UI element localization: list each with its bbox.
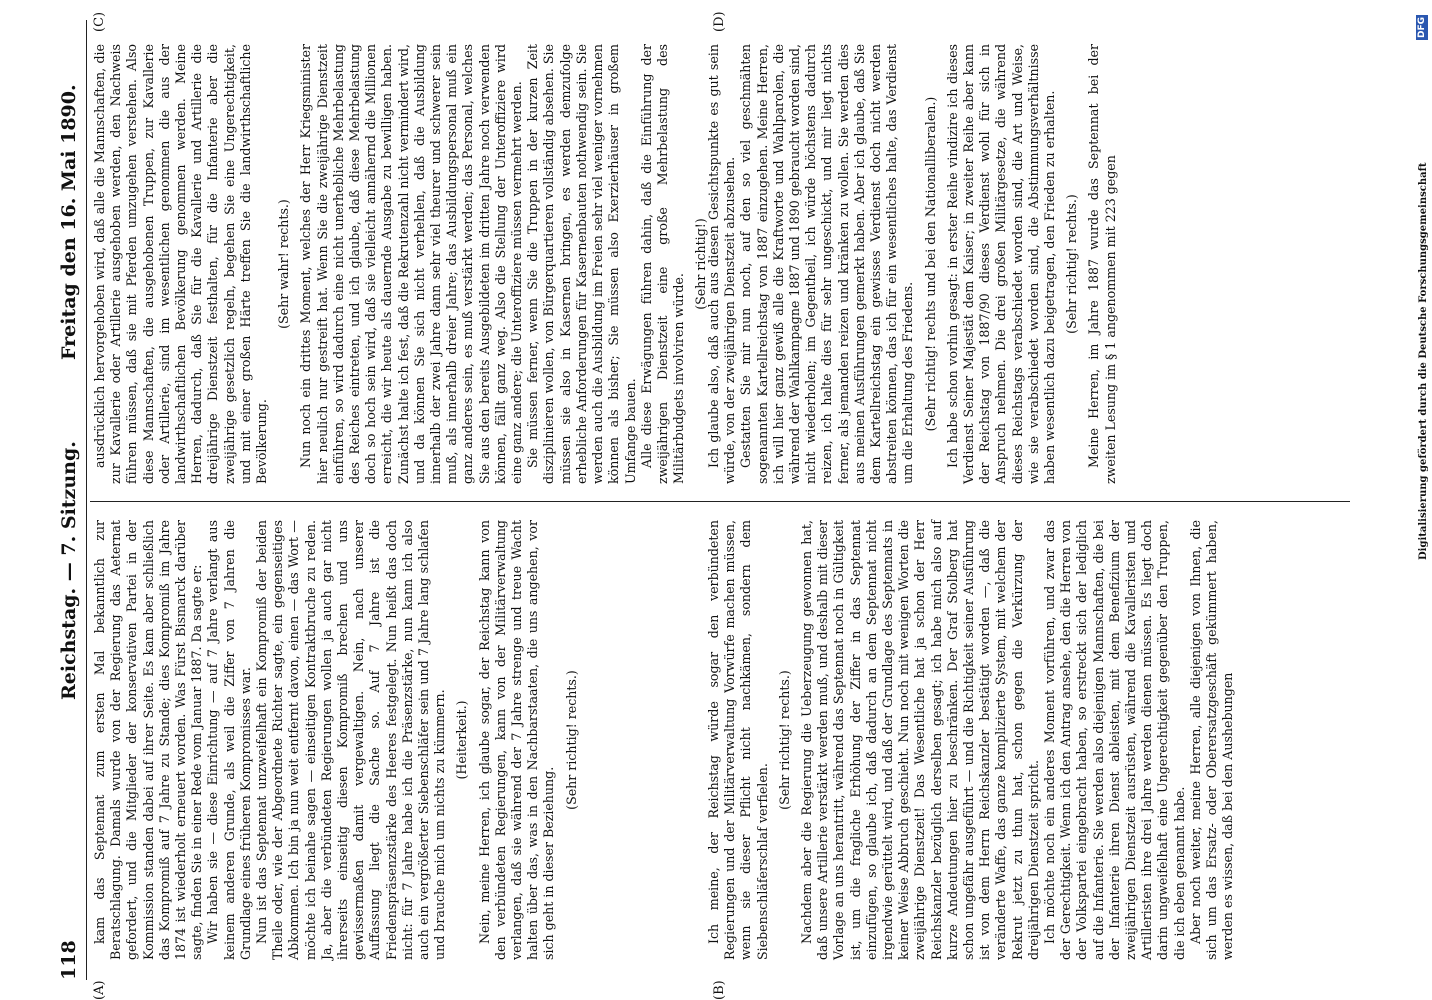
margin-mark-b: (B)	[712, 980, 727, 1000]
paragraph: Ich meine, der Reichstag würde sogar den verbündeten Regierungen und der Militärverwaltung Vorwürfe machen müssen, wenn sie dieser Pflicht nicht nachkämen, sondern dem Siebenschläferschlaf verfielen.	[706, 520, 770, 960]
paragraph: Gestatten Sie mir nun noch, auf den so viel geschmähten sogenannten Kartellreichstag von 1887 einzugehen. Meine Herren, ich will hier ganz gewiß alle die Kraftworte und Wahlparolen, die während der Wahlkampagne 1887 und 1890 gebraucht worden sind, nicht wiederholen; im Gegentheil, ich würde höchstens dadurch reizen, ich halte dies für sehr ungeschickt, und mir liegt nichts ferner, als jemanden reizen und kränken zu wollen. Sie werden dies aus meinen Ausführungen gemerkt haben. Aber ich glaube, daß Sie dem Kartellreichstag ein gewisses Verdienst doch nicht werden abstreiten können, das ich für ein wesentliches halte, das Verdienst um die Erhaltung des Friedens.	[738, 44, 916, 484]
column-divider	[90, 501, 1350, 502]
paragraph: Aber noch weiter, meine Herren, alle diejenigen von Ihnen, die sich um das Ersatz- oder Oberersatzgeschäft gekümmert haben, werden es wissen, daß bei den Aushebungen	[1187, 520, 1236, 960]
interjection: (Sehr richtig! rechts.)	[563, 670, 579, 810]
left-column-top	[92, 520, 702, 960]
paragraph: kam das Septennat zum ersten Mal bekanntlich zur Beratschlagung. Damals wurde von der Regierung das Aeternat gefordert, und die Mitglieder der konservativen Partei in der Kommission standen dabei auf ihrer Seite. Es kam aber schließlich das Kompromiß auf 7 Jahre zu Stande; dies Kompromiß im Jahre 1874 ist wiederholt erneuert worden. Was Fürst Bismarck darüber sagte, finden Sie in einer Rede vom Januar 1887. Da sagte er:	[92, 520, 205, 960]
date-heading: Freitag den 16. Mai 1890.	[58, 84, 80, 360]
paragraph: Meine Herren, im Jahre 1887 wurde das Septennat bei der zweiten Lesung im § 1 angenommen mit 223 gegen	[1086, 44, 1118, 484]
margin-mark-c: (C)	[92, 11, 107, 32]
margin-mark-a: (A)	[92, 980, 107, 1000]
margin-mark-d: (D)	[712, 11, 727, 32]
page-number: 118	[58, 940, 80, 980]
right-column-bottom	[706, 44, 1346, 484]
quote: Wir haben sie — diese Einrichtung — auf 7 Jahre verlangt aus keinem anderen Grunde, als weil die Ziffer von 7 Jahren die Grundlage eines früheren Kompromisses war.	[205, 520, 253, 960]
dfg-logo: DFG	[1417, 16, 1427, 38]
paragraph: Nun ist das Septennat unzweifelhaft ein Kompromiß der beiden Theile oder, wie der Abgeordnete Richter sagte, ein gegenseitiges Abkommen. Ich bin ja nun weit entfernt davon, einen — das Wort — möchte ich beinahe sagen — einseitigen Kontraktbruche zu reden. Ja, aber die verbündeten Regierungen wollen ja auch gar nicht ihrerseits einseitig diesen Kompromiß brechen und uns gewissermaßen damit vergewaltigen. Nein, nach unserer Auffassung liegt die Sache so. Auf 7 Jahre ist die Friedenspräsenzstärke des Heeres festgelegt. Nun heißt das doch nicht: für 7 Jahre habe ich die Präsenzstärke, nun kann ich also auch ein vergrößerter Siebenschläfer sein und 7 Jahre lang schlafen und brauche mich um nichts zu kümmern.	[254, 520, 448, 960]
session-heading: Reichstag. — 7. Sitzung.	[58, 441, 80, 700]
paragraph: Ich habe schon vorhin gesagt: in erster Reihe vindizire ich dieses Verdienst Seiner Majestät dem Kaiser; in zweiter Reihe aber kann der Reichstag von 1887/90 dieses Verdienst wohl für sich in Anspruch nehmen. Die drei großen Militärgesetze, die während dieses Reichstags verabschiedet worden sind, die Art und Weise, wie sie verabschiedet worden sind, die Abstimmungsverhältnisse haben wesentlich dazu beigetragen, den Frieden zu erhalten.	[944, 44, 1058, 484]
left-column-bottom	[706, 520, 1346, 960]
interjection: (Sehr richtig! rechts und bei den Nationalliberalen.)	[922, 96, 938, 432]
interjection: (Sehr wahr! rechts.)	[276, 199, 292, 329]
paragraph: Alle diese Erwägungen führen dahin, daß die Einführung der zweijährigen Dienstzeit eine große Mehrbelastung des Militärbudgets involviren würde.	[638, 44, 687, 484]
interjection: (Sehr richtig! rechts.)	[776, 670, 792, 810]
right-column-top	[92, 44, 709, 484]
digitization-note: Digitalisierung gefördert durch die Deutsche Forschungsgemeinschaft	[1418, 162, 1429, 560]
paragraph: Nein, meine Herren, ich glaube sogar, der Reichstag kann von den verbündeten Regierungen, kann von der Militärverwaltung verlangen, daß sie während der 7 Jahre strenge und treue Wacht halten über das, was in den Nachbarstaaten, die uns angehen, vor sich geht in dieser Beziehung.	[476, 520, 557, 960]
paragraph: Sie müssen ferner, wenn Sie die Truppen in der kurzen Zeit disziplinieren wollen, von Bürgerquartieren vollständig absehen. Sie müssen sie also in Kasernen bringen, es werden demzufolge erhebliche Anforderungen für Kasernenbauten nothwendig sein. Sie werden auch die Ausbildung im Freien sehr viel weniger vornehmen können als bisher; Sie müssen also Exerzierhäuser in großem Umfange bauen.	[525, 44, 638, 484]
paragraph: Ich glaube also, daß auch aus diesen Gesichtspunkte es gut sein würde, von der zweijährigen Dienstzeit abzusehen.	[706, 44, 738, 484]
interjection: (Sehr richtig! rechts.)	[1064, 194, 1080, 334]
paragraph: ausdrücklich hervorgehoben wird, daß alle die Mannschaften, die zur Kavallerie oder Artillerie ausgehoben werden, den Nachweis führen müssen, daß sie mit Pferden umzugehen verstehen. Also diese Mannschaften, die ausgehobenen Truppen, zur Kavallerie oder Artillerie, sind im wesentlichen genommen die aus der landwirthschaftlichen Bevölkerung genommen werden. Meine Herren, dadurch, daß Sie für die Kavallerie und Artillerie die dreijährige Dienstzeit festhalten, für die Infanterie aber die zweijährige gesetzlich regeln, begehen Sie eine Ungerechtigkeit, und mit einer großen Härte treffen Sie die landwirthschaftliche Bevölkerung.	[92, 44, 270, 484]
paragraph: Nun noch ein drittes Moment, welches der Herr Kriegsminister hier neulich nur gestreift hat. Wenn Sie die zweijährige Dienstzeit einführen, so wird dadurch eine nicht unerhebliche Mehrbelastung des Reiches eintreten, und ich glaube, daß diese Mehrbelastung doch so hoch sein wird, daß sie vielleicht annähernd die Millionen erreicht, die wir heute als dauernde Ausgabe zu bewilligen haben. Zunächst halte ich fest, daß die Rekrutenzahl nicht vermindert wird, und da können Sie sich nicht verhehlen, daß die Ausbildung innerhalb der zwei Jahre dann sehr viel theurer und schwerer sein muß, als innerhalb dreier Jahre; das Ausbildungspersonal muß ein ganz anderes sein, es muß verstärkt werden; das Personal, welches Sie aus den bereits Ausgebildeten im dritten Jahre noch verwenden können, fällt ganz weg. Also die Stellung der Unteroffiziere wird eine ganz andere; die Unteroffiziere müssen vermehrt werden.	[298, 44, 525, 484]
header-rule	[86, 20, 87, 980]
interjection: (Heiterkeit.)	[454, 700, 470, 780]
interjection: (Sehr richtig!)	[693, 218, 709, 310]
paragraph: Nachdem aber die Regierung die Ueberzeugung gewonnen hat, daß unsere Artillerie verstärkt werden muß, und deshalb mit dieser Vorlage an uns herantritt, während das Septennat noch in Gültigkeit ist, um die fragliche Erhöhung der Ziffer in das Septennat einzufügen, so glaube ich, daß dadurch an dem Septennat nicht irgendwie gerüttelt wird, und daß der Grundlage des Septennats in keiner Weise Abbruch geschieht. Nun noch mit wenigen Worten die zweijährige Dienstzeit! Das Wesentliche hat ja schon der Herr Reichskanzler bezüglich derselben gesagt; ich habe mich also auf kurze Andeutungen hier zu beschränken. Der Graf Stolberg hat schon ungefähr ausgeführt — und die Richtigkeit seiner Ausführung ist von dem Herrn Reichskanzler bestätigt worden —, daß die veränderte Waffe, das ganze komplizierte System, mit welchem der Rekrut jetzt zu thun hat, schon gegen die Verkürzung der dreijährigen Dienstzeit spricht.	[799, 520, 1041, 960]
paragraph: Ich möchte noch ein anderes Moment vorführen, und zwar das der Gerechtigkeit. Wenn ich den Antrag ansehe, den die Herren von der Volkspartei eingebracht haben, so erstreckt sich der lediglich auf die Infanterie. Sie werden also diejenigen Mannschaften, die bei der Infanterie ihren Dienst ableisten, mit dem Benefizium der zweijährigen Dienstzeit ausrüsten, während die Kavalleristen und Artilleristen ihre drei Jahre werden dienen müssen. Es liegt doch darin ungweifelhaft eine Ungerechtigkeit gegenüber den Truppen, die ich eben genannt habe.	[1042, 520, 1187, 960]
